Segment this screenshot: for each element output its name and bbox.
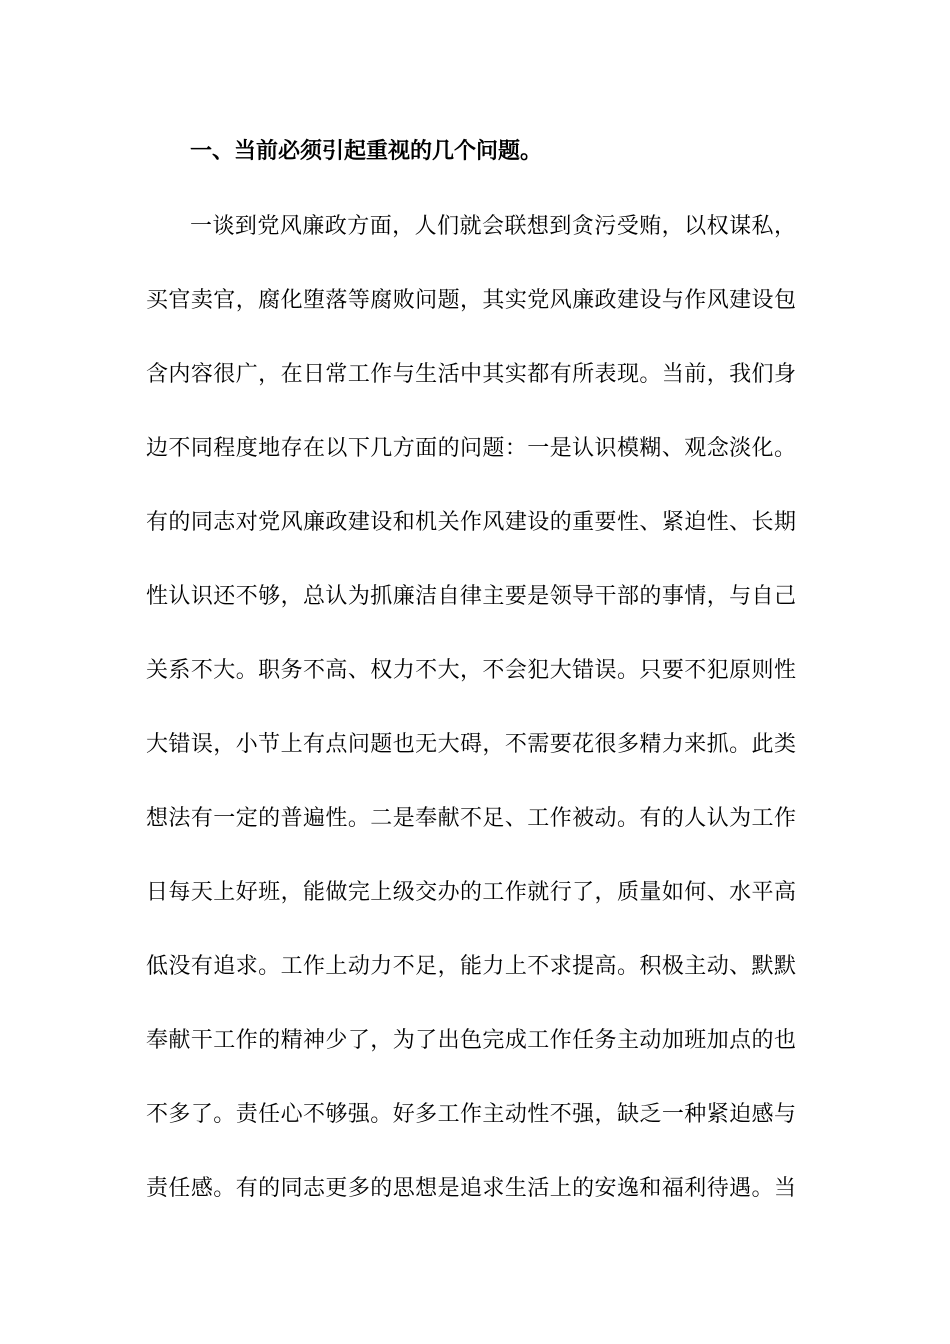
paragraph-line: 一谈到党风廉政方面，人们就会联想到贪污受贿，以权谋私， <box>190 214 796 239</box>
paragraph-line: 关系不大。职务不高、权力不大，不会犯大错误。只要不犯原则性 <box>146 658 796 683</box>
paragraph-line: 低没有追求。工作上动力不足，能力上不求提高。积极主动、默默 <box>146 954 796 979</box>
paragraph-line: 含内容很广，在日常工作与生活中其实都有所表现。当前，我们身 <box>146 362 796 387</box>
paragraph-line: 想法有一定的普遍性。二是奉献不足、工作被动。有的人认为工作 <box>146 806 796 831</box>
paragraph-line: 日每天上好班，能做完上级交办的工作就行了，质量如何、水平高 <box>146 880 796 905</box>
paragraph-line: 有的同志对党风廉政建设和机关作风建设的重要性、紧迫性、长期 <box>146 510 796 535</box>
paragraph-line: 买官卖官，腐化堕落等腐败问题，其实党风廉政建设与作风建设包 <box>146 288 796 313</box>
paragraph-line: 不多了。责任心不够强。好多工作主动性不强，缺乏一种紧迫感与 <box>146 1102 796 1127</box>
paragraph-line: 大错误，小节上有点问题也无大碍，不需要花很多精力来抓。此类 <box>146 732 796 757</box>
paragraph-line: 责任感。有的同志更多的思想是追求生活上的安逸和福利待遇。当 <box>146 1176 796 1201</box>
paragraph-line: 奉献干工作的精神少了，为了出色完成工作任务主动加班加点的也 <box>146 1028 796 1053</box>
section-heading: 一、当前必须引起重视的几个问题。 <box>190 139 543 164</box>
paragraph-line: 性认识还不够，总认为抓廉洁自律主要是领导干部的事情，与自己 <box>146 584 796 609</box>
paragraph-line: 边不同程度地存在以下几方面的问题：一是认识模糊、观念淡化。 <box>146 436 796 461</box>
